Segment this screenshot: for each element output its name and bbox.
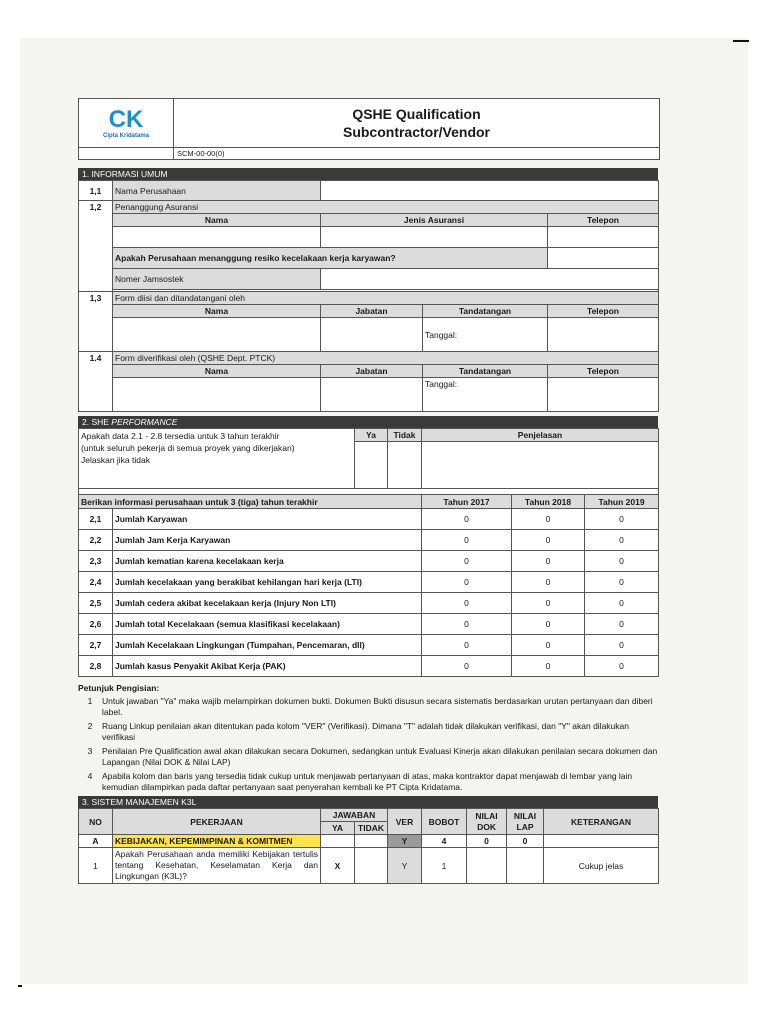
verified-by-signature-field[interactable] (423, 378, 548, 412)
value-cell[interactable]: 0 (512, 509, 585, 530)
company-name-field[interactable] (321, 181, 659, 201)
col-header-nilai-lap: NILAI LAP (507, 809, 544, 835)
value-cell[interactable]: 0 (512, 551, 585, 572)
col-header-penjelasan: Penjelasan (422, 429, 659, 442)
nilai-dok-cell[interactable] (467, 848, 507, 884)
info-label: Berikan informasi perusahaan untuk 3 (tiga) tahun terakhir (79, 495, 422, 509)
question-label: Apakah Perusahaan menanggung resiko kecelakaan kerja karyawan? (113, 248, 548, 269)
value-cell[interactable]: 0 (585, 572, 659, 593)
section3-table (78, 808, 659, 884)
col-header: Telepon (548, 365, 659, 378)
table-row: 2,7 Jumlah Kecelakaan Lingkungan (Tumpahan, Pencemaran, dll) 0 0 0 (79, 635, 659, 656)
title-line2: Subcontractor/Vendor (342, 124, 491, 140)
row-num: 1,3 (79, 292, 113, 352)
row-label: Penanggung Asuransi (113, 201, 659, 214)
filled-by-name-field[interactable] (113, 318, 321, 352)
col-header: Telepon (548, 214, 659, 227)
value-cell[interactable]: 0 (585, 614, 659, 635)
section1-table (78, 180, 659, 412)
value-cell[interactable]: 0 (585, 530, 659, 551)
insurance-answer-field[interactable] (548, 248, 659, 269)
title-line1: QSHE Qualification (352, 106, 481, 122)
date-label: Tanggal: (425, 329, 458, 340)
row-label: Form diverifikasi oleh (QSHE Dept. PTCK) (113, 352, 659, 365)
instructions (78, 683, 658, 793)
year-header: Tahun 2017 (422, 495, 512, 509)
value-cell[interactable]: 0 (422, 656, 512, 677)
col-header-ya: YA (321, 822, 355, 835)
col-header: Telepon (548, 305, 659, 318)
row-label: Nomer Jamsostek (113, 269, 321, 290)
table-row: 2,3 Jumlah kematian karena kecelakaan kerja 0 0 0 (79, 551, 659, 572)
year-header: Tahun 2018 (512, 495, 585, 509)
question-row: 1 Apakah Perusahaan anda memiliki Kebijakan tertulis tentang Kesehatan, Keselamatan Kerja dan Lingkungan (K3L)? X Y 1 Cukup jelas (79, 848, 659, 884)
availability-question: Apakah data 2.1 - 2.8 tersedia untuk 3 tahun terakhir (untuk seluruh pekerja di semua proyek yang dikerjakan) Jelaskan jika tidak (79, 429, 355, 489)
col-header-keterangan: KETERANGAN (544, 809, 659, 835)
nilai-lap-cell[interactable] (507, 848, 544, 884)
value-cell[interactable]: 0 (585, 551, 659, 572)
col-header: Tandatangan (423, 365, 548, 378)
doc-code-row (78, 147, 660, 160)
value-cell[interactable]: 0 (512, 656, 585, 677)
value-cell[interactable]: 0 (585, 509, 659, 530)
answer-ya-cell[interactable]: X (321, 848, 355, 884)
col-header-no: NO (79, 809, 113, 835)
col-header: Jabatan (321, 365, 423, 378)
keterangan-cell[interactable]: Cukup jelas (544, 848, 659, 884)
col-header: Tandatangan (423, 305, 548, 318)
row-num: 1,2 (79, 201, 113, 292)
value-cell[interactable]: 0 (512, 635, 585, 656)
value-cell[interactable]: 0 (512, 614, 585, 635)
verified-by-name-field[interactable] (113, 378, 321, 412)
verified-by-position-field[interactable] (321, 378, 423, 412)
row-label: Nama Perusahaan (113, 181, 321, 201)
col-header: Nama (113, 365, 321, 378)
col-header-ver: VER (388, 809, 422, 835)
jamsostek-field[interactable] (321, 269, 659, 290)
col-header: Nama (113, 214, 321, 227)
table-row: 2,4 Jumlah kecelakaan yang berakibat kehilangan hari kerja (LTI) 0 0 0 (79, 572, 659, 593)
availability-ya-checkbox[interactable] (355, 442, 388, 489)
col-header-tidak: Tidak (388, 429, 422, 442)
logo-text: Cipta Kridatama (102, 133, 149, 139)
section1-title: 1. INFORMASI UMUM (78, 168, 658, 180)
table-row: 2,2 Jumlah Jam Kerja Karyawan 0 0 0 (79, 530, 659, 551)
instruction-item: 3 Penilaian Pre Qualification awal akan dilakukan secara Dokumen, sedangkan untuk Evaluasi Kinerja akan dilakukan penilaian secara dokumen dan Lapangan (Nilai DOK & Nilai LAP) (87, 746, 658, 767)
company-logo (79, 99, 174, 147)
value-cell[interactable]: 0 (512, 572, 585, 593)
table-row: 2,8 Jumlah kasus Penyakit Akibat Kerja (PAK) 0 0 0 (79, 656, 659, 677)
insurer-name-field[interactable] (113, 227, 321, 248)
scan-mark (18, 985, 22, 987)
col-header: Jabatan (321, 305, 423, 318)
verified-by-phone-field[interactable] (548, 378, 659, 412)
filled-by-phone-field[interactable] (548, 318, 659, 352)
year-header: Tahun 2019 (585, 495, 659, 509)
value-cell[interactable]: 0 (422, 551, 512, 572)
filled-by-position-field[interactable] (321, 318, 423, 352)
section2-title: 2. SHE PERFORMANCE (78, 416, 658, 428)
insurance-type-field[interactable] (321, 227, 548, 248)
value-cell[interactable]: 0 (585, 656, 659, 677)
value-cell[interactable]: 0 (512, 593, 585, 614)
value-cell[interactable]: 0 (422, 635, 512, 656)
value-cell[interactable]: 0 (422, 530, 512, 551)
filled-by-signature-field[interactable] (423, 318, 548, 352)
explanation-field[interactable] (422, 442, 659, 489)
value-cell[interactable]: 0 (422, 614, 512, 635)
col-header: Nama (113, 305, 321, 318)
value-cell[interactable]: 0 (585, 635, 659, 656)
date-label: Tanggal: (425, 379, 458, 389)
table-row: 2,1 Jumlah Karyawan 0 0 0 (79, 509, 659, 530)
logo-mark: CK (108, 106, 144, 133)
qshe-form (78, 98, 658, 884)
instructions-title: Petunjuk Pengisian: (78, 683, 160, 693)
bobot-cell: 1 (422, 848, 467, 884)
value-cell[interactable]: 0 (422, 509, 512, 530)
instruction-item: 4 Apabila kolom dan baris yang tersedia tidak cukup untuk menjawab pertanyaan di atas, maka kontraktor dapat menjawab di lembar yang lain kemudian dilampirkan pada daftar pertanyaan saat penyerahan kembali ke PT Cipta Kridatama. (87, 771, 633, 792)
table-row: 2,6 Jumlah total Kecelakaan (semua klasifikasi kecelakaan) 0 0 0 (79, 614, 659, 635)
row-label: Form diisi dan ditandatangani oleh (113, 292, 659, 305)
col-header-jawaban: JAWABAN (321, 809, 388, 822)
table-row: 2,5 Jumlah cedera akibat kecelakaan kerja (Injury Non LTI) 0 0 0 (79, 593, 659, 614)
ver-cell[interactable]: Y (388, 848, 422, 884)
availability-tidak-checkbox[interactable] (388, 442, 422, 489)
value-cell[interactable]: 0 (585, 593, 659, 614)
instruction-item: 2 Ruang Linkup penilaian akan ditentukan pada kolom "VER" (Verifikasi). Dimana "T" adalah tidak dilakukan verifikasi, dan "Y" akan dilakukan verifikasi (87, 721, 629, 742)
instruction-item: 1 Untuk jawaban "Ya" maka wajib melampirkan dokumen bukti. Dokumen Bukti disusun secara sistematis berdasarkan urutan pertanyaan dan diberi label. (87, 696, 653, 717)
col-header-pekerjaan: PEKERJAAN (113, 809, 321, 835)
form-header (78, 98, 660, 147)
col-header: Jenis Asuransi (321, 214, 548, 227)
section3-title: 3. SISTEM MANAJEMEN K3L (78, 796, 658, 808)
col-header-ya: Ya (355, 429, 388, 442)
col-header-bobot: BOBOT (422, 809, 467, 835)
value-cell[interactable]: 0 (422, 572, 512, 593)
form-title (174, 99, 659, 147)
value-cell[interactable]: 0 (422, 593, 512, 614)
col-header-tidak: TIDAK (355, 822, 388, 835)
section2-table (78, 428, 659, 677)
col-header-nilai-dok: NILAI DOK (467, 809, 507, 835)
insurer-phone-field[interactable] (548, 227, 659, 248)
group-row: A KEBIJAKAN, KEPEMIMPINAN & KOMITMEN Y 4 0 0 (79, 835, 659, 848)
value-cell[interactable]: 0 (512, 530, 585, 551)
row-num: 1,1 (79, 181, 113, 201)
doc-code: SCM-00-00(0) (177, 149, 225, 158)
scan-mark (733, 40, 749, 42)
row-num: 1.4 (79, 352, 113, 412)
answer-tidak-cell[interactable] (355, 848, 388, 884)
